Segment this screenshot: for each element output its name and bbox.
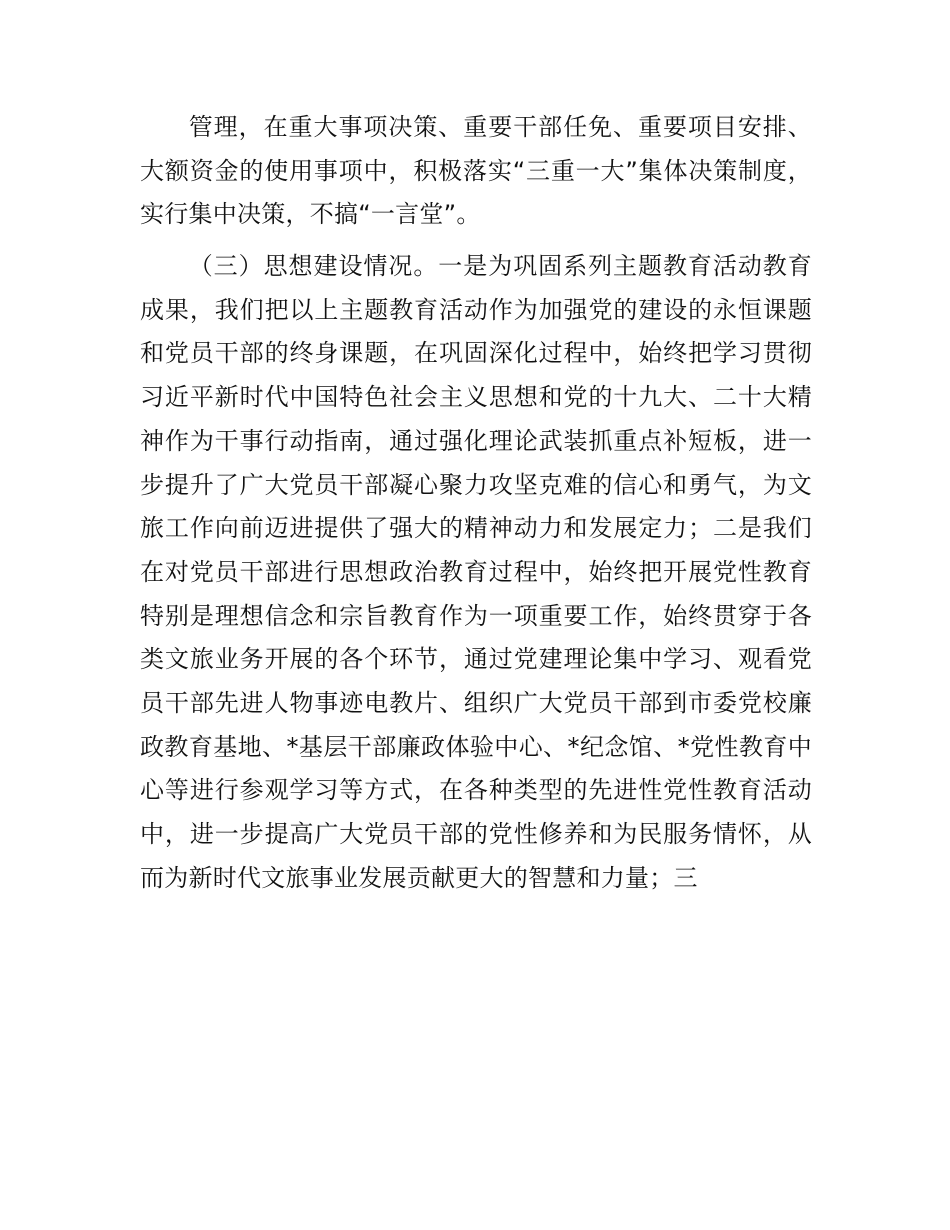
paragraph-2: [140, 245, 812, 901]
paragraph-1: [140, 106, 812, 237]
paragraph-1-text: 管理，在重大事项决策、重要干部任免、重要项目安排、大额资金的使用事项中，积极落实“三重一大”集体决策制度，实行集中决策，不搞“一言堂”。: [140, 113, 812, 229]
paragraph-2-text: （三）思想建设情况。一是为巩固系列主题教育活动教育成果，我们把以上主题教育活动作为加强党的建设的永恒课题和党员干部的终身课题，在巩固深化过程中，始终把学习贯彻习近平新时代中国特色社会主义思想和党的十九大、二十大精神作为干事行动指南，通过强化理论武装抓重点补短板，进一步提升了广大党员干部凝心聚力攻坚克难的信心和勇气，为文旅工作向前迈进提供了强大的精神动力和发展定力；二是我们在对党员干部进行思想政治教育过程中，始终把开展党性教育特别是理想信念和宗旨教育作为一项重要工作，始终贯穿于各类文旅业务开展的各个环节，通过党建理论集中学习、观看党员干部先进人物事迹电教片、组织广大党员干部到市委党校廉政教育基地、*基层干部廉政体验中心、*纪念馆、*党性教育中心等进行参观学习等方式，在各种类型的先进性党性教育活动中，进一步提高广大党员干部的党性修养和为民服务情怀，从而为新时代文旅事业发展贡献更大的智慧和力量；三: [140, 252, 812, 892]
